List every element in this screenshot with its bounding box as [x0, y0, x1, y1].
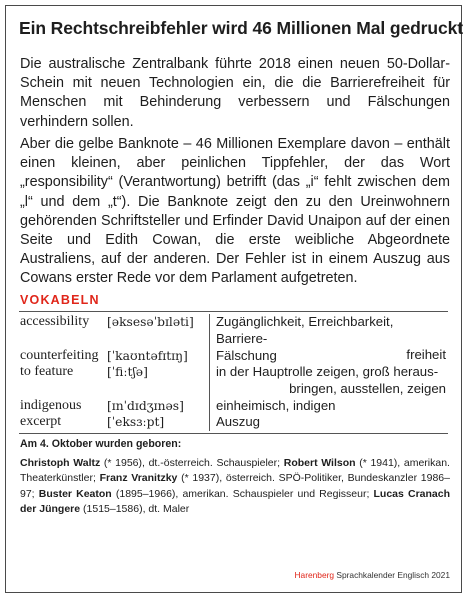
vocab-meaning — [216, 398, 446, 415]
person-name: Christoph Waltz — [20, 457, 101, 469]
vocab-ipa: [ˈfiːtʃə] — [107, 365, 148, 379]
person-name: Lucas Cranach der Jüngere — [20, 487, 451, 515]
vocab-top-rule — [19, 311, 448, 312]
vocab-meaning-line: Auszug — [216, 414, 260, 429]
vocab-meaning-line: in der Hauptrolle zeigen, groß heraus- — [216, 364, 439, 379]
vocab-divider — [209, 348, 210, 364]
person-name: Robert Wilson — [283, 457, 356, 469]
person-desc: (1895–1966), amerikan. Schauspieler und Regisseur; — [111, 487, 374, 500]
vocab-ipa: [əksesəˈbɪləti] — [107, 315, 194, 329]
vocab-entry — [20, 398, 450, 414]
footer-credit — [294, 570, 450, 580]
vocab-meaning — [216, 348, 446, 365]
vocab-meaning-line: einheimisch, indigen — [216, 398, 336, 413]
vocab-meaning-line: Zugänglichkeit, Erreichbarkeit, Barriere- — [216, 314, 394, 346]
person-name: Buster Keaton — [38, 487, 112, 500]
vocab-ipa: [ˈkaʊntəfɪtɪŋ] — [107, 349, 188, 363]
vocab-meaning — [216, 364, 446, 397]
vocab-word: accessibility — [20, 314, 90, 329]
paragraph-main: Aber die gelbe Banknote – 46 Millionen Exemplare davon – enthält einen kleinen, aber peinlichen Tippfehler, der das Wort „responsibility“ (Verantwortung) betrifft (das „i“ fehlt zwischen dem „l“ und dem „t“). Die Banknote zeigt den zu den Ureinwohnern gehörenden Schriftsteller und Erfinder David Unaipon auf der einen Seite und Edith Cowan, die erste weibliche Abgeordnete Australiens, auf der anderen. Der Fehler ist in einem Auszug aus Cowans erster Rede vor dem Parlament aufgetreten. — [20, 136, 450, 287]
footer-text: Sprachkalender Englisch 2021 — [334, 570, 450, 580]
vocab-meaning-cont: freiheit — [406, 347, 446, 363]
vocab-entry — [20, 348, 450, 364]
person-desc: (1515–1586), dt. Maler — [80, 502, 190, 515]
vocab-divider — [209, 314, 210, 348]
vocab-word: excerpt — [20, 414, 62, 429]
vocab-entry — [20, 414, 450, 431]
birthdays-list — [20, 456, 450, 517]
birthdays-heading: Am 4. Oktober wurden geboren: — [20, 438, 182, 450]
page-title: Ein Rechtschreibfehler wird 46 Millionen Mal gedruckt — [19, 18, 463, 38]
vocab-divider — [209, 398, 210, 414]
vocab-bottom-rule — [19, 433, 448, 434]
vocab-meaning-line: Fälschung — [216, 348, 277, 363]
vocab-entry — [20, 364, 450, 398]
vocab-divider — [209, 414, 210, 431]
vocab-meaning-cont: bringen, ausstellen, zeigen — [289, 380, 446, 396]
vocab-ipa: [ˈeksɜːpt] — [107, 415, 165, 429]
vocab-heading: VOKABELN — [20, 293, 100, 307]
person-desc: (* 1937), österreich. SPÖ-Politiker, Bundeskanzler 1986–97; — [20, 472, 450, 500]
vocab-word: indigenous — [20, 398, 82, 413]
paragraph-intro: Die australische Zentralbank führte 2018 einen neuen 50-Dollar-Schein mit neuen Technologien ein, die die Barrierefreiheit für Menschen mit Behinderung verbessern und Fälschungen verhindern sollen. — [20, 56, 450, 130]
person-desc: (* 1956), dt.-österreich. Schauspieler; — [100, 457, 284, 469]
vocab-divider — [209, 364, 210, 398]
vocab-word: to feature — [20, 364, 74, 379]
vocab-meaning — [216, 414, 446, 431]
footer-brand: Harenberg — [294, 570, 335, 580]
person-name: Franz Vranitzky — [99, 472, 178, 485]
vocab-word: counterfeiting — [20, 348, 99, 363]
person-desc: (* 1941), amerikan. Theaterkünstler; — [20, 457, 450, 485]
vocab-ipa: [ɪnˈdɪdʒɪnəs] — [107, 399, 184, 413]
